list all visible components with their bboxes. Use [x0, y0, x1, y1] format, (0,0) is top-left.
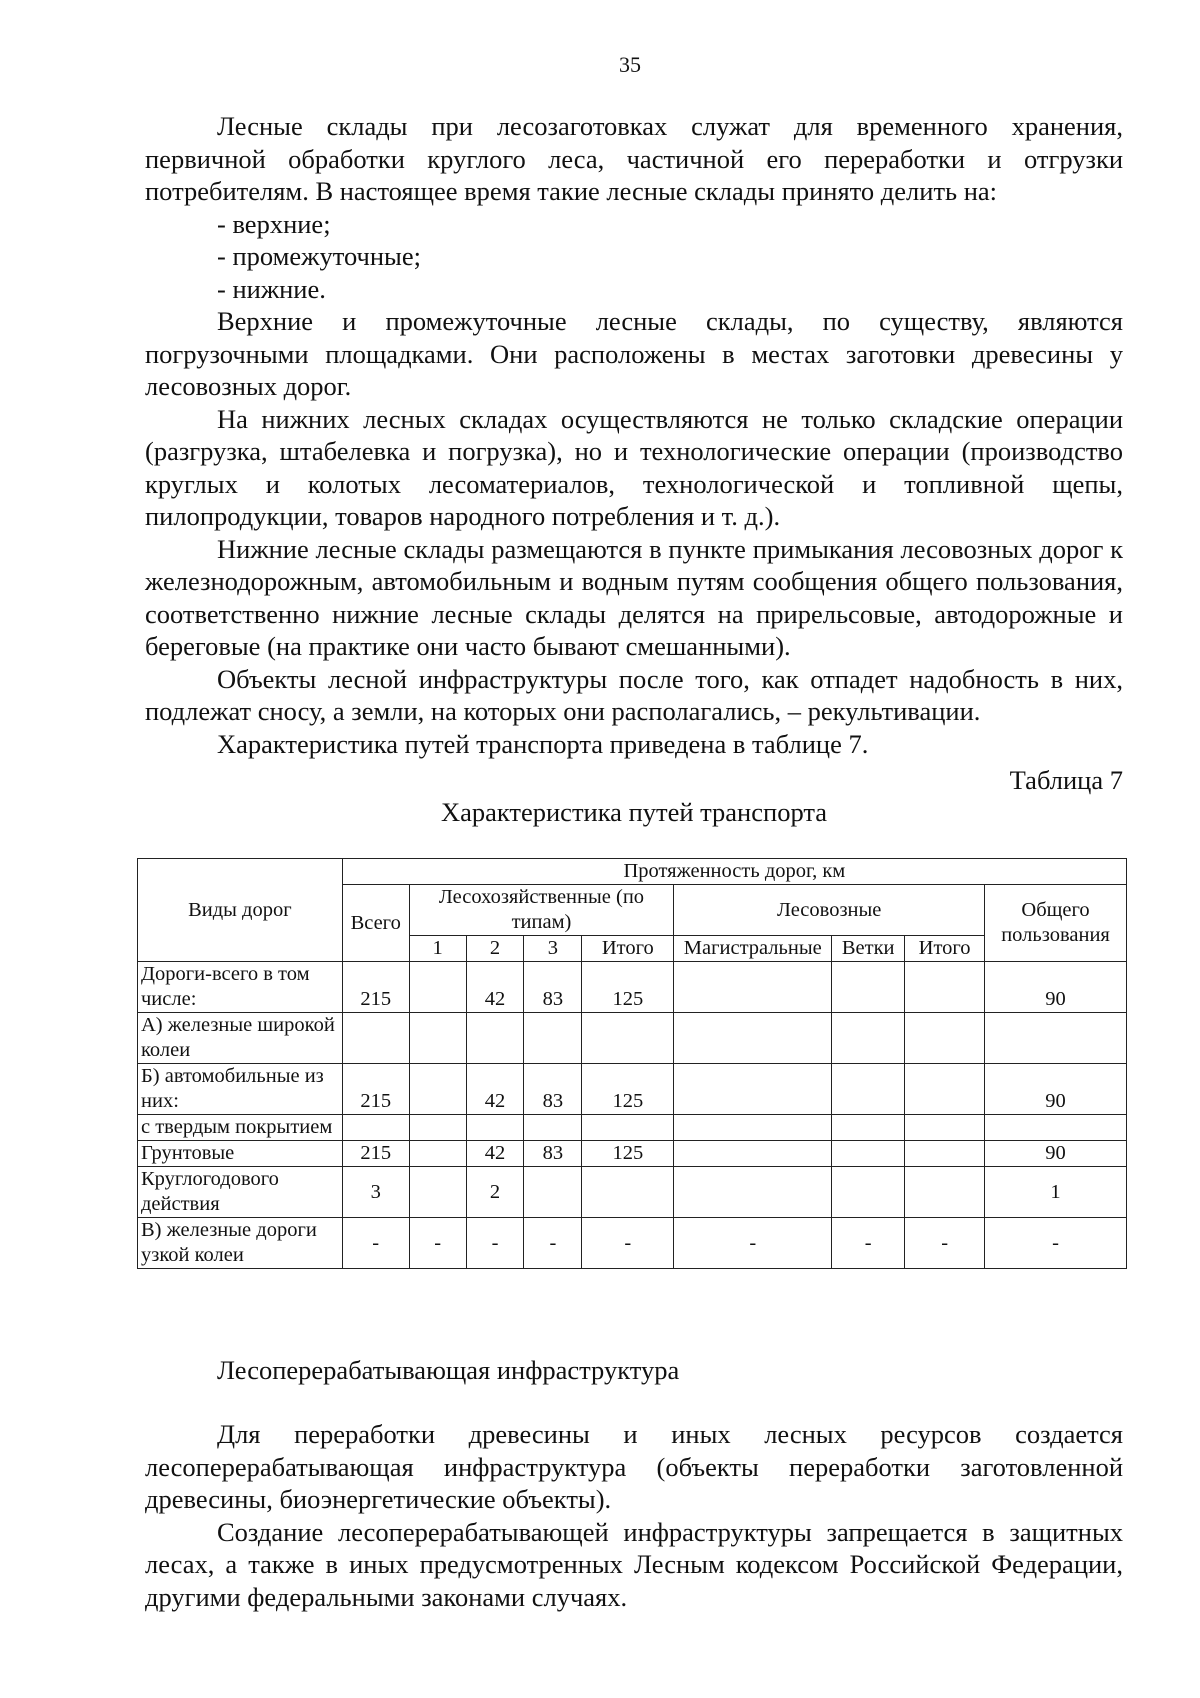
- table-cell: [674, 1115, 832, 1141]
- header-length: Протяженность дорог, км: [342, 859, 1126, 885]
- table-cell: [832, 1115, 905, 1141]
- table-cell: [905, 1167, 985, 1218]
- table-cell: 90: [985, 962, 1127, 1013]
- paragraph: На нижних лесных складах осуществляются не только складские операции (разгрузка, штабелевка и погрузка), но и технологические операции (производство круглых и колотых лесоматериалов, технологической и топливной щепы, пилопродукции, товаров народного потребления и т. д.).: [145, 403, 1123, 531]
- table-cell: [409, 1141, 466, 1167]
- header-type-2: 2: [466, 936, 524, 962]
- page-number: 35: [619, 52, 641, 77]
- roads-table: [137, 858, 1127, 1269]
- table-cell: [342, 1115, 409, 1141]
- table-cell: [905, 1141, 985, 1167]
- table-row: [138, 1064, 1127, 1115]
- paragraph: Создание лесоперерабатывающей инфраструктуры запрещается в защитных лесах, а также в иных предусмотренных Лесным кодексом Российской Федерации, другими федеральными законами случаях.: [145, 1516, 1123, 1612]
- row-label: Круглогодового действия: [138, 1167, 343, 1218]
- table-cell: [905, 1115, 985, 1141]
- header-logging: Лесовозные: [674, 885, 985, 936]
- row-label: В) железные дороги узкой колеи: [138, 1218, 343, 1269]
- header-branches: Ветки: [832, 936, 905, 962]
- header-type-1: 1: [409, 936, 466, 962]
- table-cell: 42: [466, 1141, 524, 1167]
- table-cell: [985, 1013, 1127, 1064]
- lower-text: [145, 1418, 1123, 1613]
- table-cell: [582, 1013, 674, 1064]
- table-cell: -: [524, 1218, 582, 1269]
- table-cell: [524, 1013, 582, 1064]
- table-cell: -: [832, 1218, 905, 1269]
- header-forestry: Лесохозяйственные (по типам): [409, 885, 674, 936]
- table-row: [138, 1141, 1127, 1167]
- header-forestry-total: Итого: [582, 936, 674, 962]
- table-cell: [832, 1013, 905, 1064]
- table-cell: [674, 962, 832, 1013]
- table-row: [138, 1218, 1127, 1269]
- table-cell: 125: [582, 962, 674, 1013]
- paragraph: Нижние лесные склады размещаются в пункте примыкания лесовозных дорог к железнодорожным, автомобильным и водным путям сообщения общего пользования, соответственно нижние лесные склады делятся на прирельсовые, автодорожные и береговые (на практике они часто бывают смешанными).: [145, 533, 1123, 661]
- table-cell: [409, 962, 466, 1013]
- table-cell: 42: [466, 962, 524, 1013]
- table-cell: [832, 1167, 905, 1218]
- table-row: [138, 962, 1127, 1013]
- table-cell: [342, 1013, 409, 1064]
- table-cell: [409, 1013, 466, 1064]
- upper-text: [145, 110, 1123, 760]
- table-cell: [409, 1115, 466, 1141]
- header-road-types: Виды дорог: [138, 859, 343, 962]
- paragraph: Характеристика путей транспорта приведена в таблице 7.: [217, 728, 869, 759]
- table-cell: [466, 1013, 524, 1064]
- paragraph: Лесные склады при лесозаготовках служат для временного хранения, первичной обработки круглого леса, частичной его переработки и отгрузки потребителям. В настоящее время такие лесные склады принято делить на:: [145, 111, 1123, 206]
- table-row: [138, 1013, 1127, 1064]
- table-cell: [985, 1115, 1127, 1141]
- table-cell: -: [466, 1218, 524, 1269]
- list-item: - промежуточные;: [217, 241, 421, 271]
- paragraph: Верхние и промежуточные лесные склады, по существу, являются погрузочными площадками. Они расположены в местах заготовки древесины у лесовозных дорог.: [145, 306, 1123, 401]
- table-cell: [466, 1115, 524, 1141]
- table-cell: [524, 1115, 582, 1141]
- header-logging-total: Итого: [905, 936, 985, 962]
- table-cell: 83: [524, 1141, 582, 1167]
- table-label: Таблица 7: [1009, 765, 1123, 795]
- row-label: Грунтовые: [138, 1141, 343, 1167]
- table-cell: 2: [466, 1167, 524, 1218]
- table-cell: -: [582, 1218, 674, 1269]
- row-label: Б) автомобильные из них:: [138, 1064, 343, 1115]
- table-cell: 125: [582, 1064, 674, 1115]
- table-cell: [832, 962, 905, 1013]
- table-cell: 215: [342, 962, 409, 1013]
- header-type-3: 3: [524, 936, 582, 962]
- table-cell: -: [985, 1218, 1127, 1269]
- table-cell: [409, 1167, 466, 1218]
- table-cell: [674, 1064, 832, 1115]
- table-cell: 83: [524, 1064, 582, 1115]
- table-cell: 125: [582, 1141, 674, 1167]
- table-cell: [905, 962, 985, 1013]
- table-cell: 215: [342, 1141, 409, 1167]
- table-cell: 3: [342, 1167, 409, 1218]
- table-cell: 1: [985, 1167, 1127, 1218]
- table-cell: [524, 1167, 582, 1218]
- table-cell: 90: [985, 1064, 1127, 1115]
- table-cell: [905, 1013, 985, 1064]
- table-cell: -: [342, 1218, 409, 1269]
- section-heading-text: Лесоперерабатывающая инфраструктура: [217, 1355, 680, 1385]
- table-cell: 90: [985, 1141, 1127, 1167]
- table-cell: [582, 1167, 674, 1218]
- table-cell: -: [409, 1218, 466, 1269]
- table-cell: 42: [466, 1064, 524, 1115]
- table-cell: [674, 1141, 832, 1167]
- list-item: - верхние;: [217, 208, 331, 239]
- table-row: [138, 1115, 1127, 1141]
- header-total: Всего: [342, 885, 409, 962]
- table-cell: [674, 1013, 832, 1064]
- table-row: [138, 1167, 1127, 1218]
- table-cell: -: [905, 1218, 985, 1269]
- header-public: Общего пользования: [985, 885, 1127, 962]
- table-title: Характеристика путей транспорта: [440, 797, 828, 827]
- table-cell: -: [674, 1218, 832, 1269]
- table-cell: [832, 1141, 905, 1167]
- row-label: с твердым покрытием: [138, 1115, 343, 1141]
- table-cell: 215: [342, 1064, 409, 1115]
- row-label: Дороги-всего в том числе:: [138, 962, 343, 1013]
- row-label: А) железные широкой колеи: [138, 1013, 343, 1064]
- table-cell: [674, 1167, 832, 1218]
- section-heading: [145, 1354, 1123, 1387]
- table-cell: [582, 1115, 674, 1141]
- list-item: - нижние.: [217, 273, 326, 304]
- paragraph: Для переработки древесины и иных лесных ресурсов создается лесоперерабатывающая инфраструктура (объекты переработки заготовленной древесины, биоэнергетические объекты).: [145, 1419, 1123, 1514]
- table-cell: [905, 1064, 985, 1115]
- table-cell: [409, 1064, 466, 1115]
- paragraph: Объекты лесной инфраструктуры после того, как отпадет надобность в них, подлежат сносу, а земли, на которых они располагались, – рекультивации.: [145, 663, 1123, 726]
- header-main: Магистральные: [674, 936, 832, 962]
- table-cell: [832, 1064, 905, 1115]
- table-cell: 83: [524, 962, 582, 1013]
